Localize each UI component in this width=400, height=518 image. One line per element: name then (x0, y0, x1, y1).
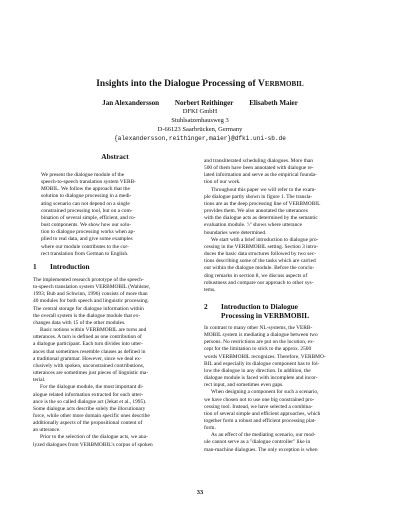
section-number: 1 (33, 262, 37, 271)
text-line: utterances. A turn is defined as one contribution of (33, 334, 142, 341)
text-line: cept for the limitation to stick to the approx. 2500 (204, 346, 312, 353)
text-line: together form a robust and efficient processing plat- (204, 418, 317, 424)
text-line: clusively with spoken, unconstrained contributions, (33, 362, 145, 369)
text-line: cessing tool. Instead, we have selected a combina- (204, 403, 313, 410)
section-title-line: Introduction to Dialogue (221, 301, 298, 311)
author-name: Norbert Reithinger (174, 99, 234, 107)
affiliation-line: D-66123 Saarbrücken, Germany (157, 126, 243, 133)
text-line: In contrast to many other NL-systems, the VERB- (204, 324, 313, 331)
page-number: 33 (196, 489, 204, 496)
text-line: to-speech translation system VERBMOBIL (Wahlster, (33, 284, 151, 291)
text-line: terial. (33, 377, 46, 384)
text-line: rect input, and sometimes even gaps. (204, 382, 284, 389)
affiliation-line: DFKI GmbH (182, 108, 218, 115)
text-line: words VERBMOBIL recognizes. Therefore, VERBMO- (204, 353, 326, 360)
author-name: Elisabeth Maier (249, 99, 298, 107)
abstract-line: constrained processing tool, but on a com- (41, 207, 133, 214)
text-line: dialogue module is faced with incomplete and incor- (204, 375, 318, 382)
text-line: When designing a component for such a scenario, (211, 389, 319, 396)
text-line: tion of several simple and efficient approaches, which (204, 410, 321, 417)
text-line: ding remarks in section 8, we discuss aspects of (204, 272, 308, 279)
text-line: we have chosen not to use one big constrained pro- (204, 396, 315, 403)
author-list (0, 99, 400, 107)
abstract-heading: Abstract (101, 152, 129, 161)
text-line: a dialogue participant. Each turn divides into utter- (33, 341, 143, 348)
right-column-body (204, 158, 369, 454)
text-line: low the dialogue in any direction. In addition, the (204, 367, 311, 374)
text-line: MOBIL system is mediating a dialogue between two (204, 332, 318, 339)
section-heading-introduction (33, 262, 197, 271)
text-line: tion of our work. (204, 179, 241, 186)
text-line: with the dialogue acts as determined by the semantic (204, 215, 318, 222)
abstract-line: bust components. We show how our solu- (41, 222, 132, 229)
text-line: For the dialogue module, the most important di- (40, 384, 144, 391)
title-main: Insights into the Dialogue Processing of (96, 79, 259, 89)
abstract-line: where our module contributes to the cor- (41, 243, 129, 250)
text-line: ances that sometimes resemble clauses as defined in (33, 348, 146, 355)
text-line: As an effect of the mediating scenario, our mod- (211, 432, 316, 439)
text-line: force, while other more domain specific ones describe (33, 412, 150, 419)
text-line: changes data with 15 of the other modules. (33, 319, 126, 326)
text-line: a traditional grammar. However, since we deal ex- (33, 355, 142, 362)
text-line: man-machine dialogues. The only exception is when (204, 446, 318, 453)
abstract-line: rect translation from German to English. (41, 250, 129, 257)
author-name: Jan Alexandersson (102, 99, 160, 107)
text-line: 1993; Bub and Schwinn, 1996) consists of more than (33, 291, 148, 298)
affiliation-block (0, 107, 400, 143)
author-emails: {alexandersson,reithinger,maier}@dfki.uni-sb.de (114, 135, 286, 142)
text-line: Some dialogue acts describe solely the illocutionary (33, 405, 146, 412)
text-line: The implemented research prototype of the speech- (33, 277, 144, 283)
abstract-line: solution to dialogue processing in a medi- (41, 193, 132, 200)
text-line: form. (204, 425, 216, 432)
text-line: Prior to the selection of the dialogue acts, we ana- (40, 434, 148, 441)
text-line: persons. No restrictions are put on the locution, ex- (204, 339, 315, 346)
text-line: additionally aspects of the propositional content of (33, 420, 143, 427)
text-line: Throughout this paper we will refer to the exam- (211, 186, 317, 193)
text-line: cessing in the VERBMOBIL setting. Section 3 intro- (204, 243, 319, 250)
text-line: ance is the so called dialogue act (Jekat et al., 1995). (33, 398, 147, 405)
title-system-name: Verbmobil (258, 79, 304, 89)
text-line: and transliterated scheduling dialogues. More than (204, 158, 313, 164)
abstract-line: ating scenario can not depend on a single (41, 200, 130, 207)
text-line: an utterance. (33, 427, 61, 434)
affiliation-line: Stuhlsatzenhausweg 3 (171, 117, 229, 124)
abstract-line: speech-to-speech translation system VERB- (41, 179, 136, 186)
left-column-body (33, 262, 197, 449)
abstract-line: plied to real data, and give some examples (41, 236, 133, 243)
abstract-body (41, 172, 189, 258)
text-line: lated information and serve as the empirical founda- (204, 172, 317, 179)
text-line: alogue related information extracted for each utter- (33, 391, 144, 398)
abstract-line: bination of several simple, efficient, and ro- (41, 214, 136, 221)
text-line: tions are as the deep processing line of VERBMOBIL (204, 200, 321, 207)
abstract-line: We present the dialogue module of the (41, 172, 125, 178)
text-line: provides them. We also annotated the utterances (204, 208, 308, 215)
text-line: out within the dialogue module. Before the conclu- (204, 265, 315, 272)
text-line: The central storage for dialogue information within (33, 305, 144, 312)
text-line: We start with a brief introduction to dialogue pro- (211, 236, 319, 243)
text-line: utterances are sometimes just pieces of linguistic ma- (33, 370, 149, 377)
text-line: ule cannot serve as a "dialogue controller" like in (204, 439, 311, 446)
text-line: evaluation module. '//' shows where utterance (204, 222, 303, 229)
text-line: robustness and compare our approach to other sys- (204, 279, 314, 286)
text-line: the overall system is the dialogue module that ex- (33, 312, 141, 319)
abstract-line: tion to dialogue processing works when ap- (41, 229, 136, 236)
section-title: Introduction (50, 262, 90, 271)
section-heading-dialogue-processing (204, 302, 369, 320)
text-line: duces the basic data structures followed by two sec- (204, 251, 316, 258)
text-line: 500 of them have been annotated with dialogue re- (204, 165, 314, 172)
section-number: 2 (204, 301, 208, 311)
text-line: 40 modules for both speech and linguistic processing. (33, 298, 149, 305)
text-line: Basic notions within VERBMOBIL are turns and (40, 327, 147, 334)
text-line: ple dialogue partly shown in figure 1. The transla- (204, 193, 313, 200)
text-line: lyzed dialogues from VERBMOBIL's corpus of spoken (33, 441, 153, 448)
text-line: boundaries were determined. (204, 229, 267, 236)
text-line: tions describing some of the tasks which are carried (204, 258, 316, 265)
paper-title (0, 79, 400, 89)
text-line: BIL and especially its dialogue component has to fol- (204, 360, 320, 367)
abstract-line: MOBIL. We follow the approach that the (41, 186, 130, 193)
section-title-line: Processing in VERBMOBIL (221, 310, 310, 320)
text-line: tems. (204, 286, 216, 293)
